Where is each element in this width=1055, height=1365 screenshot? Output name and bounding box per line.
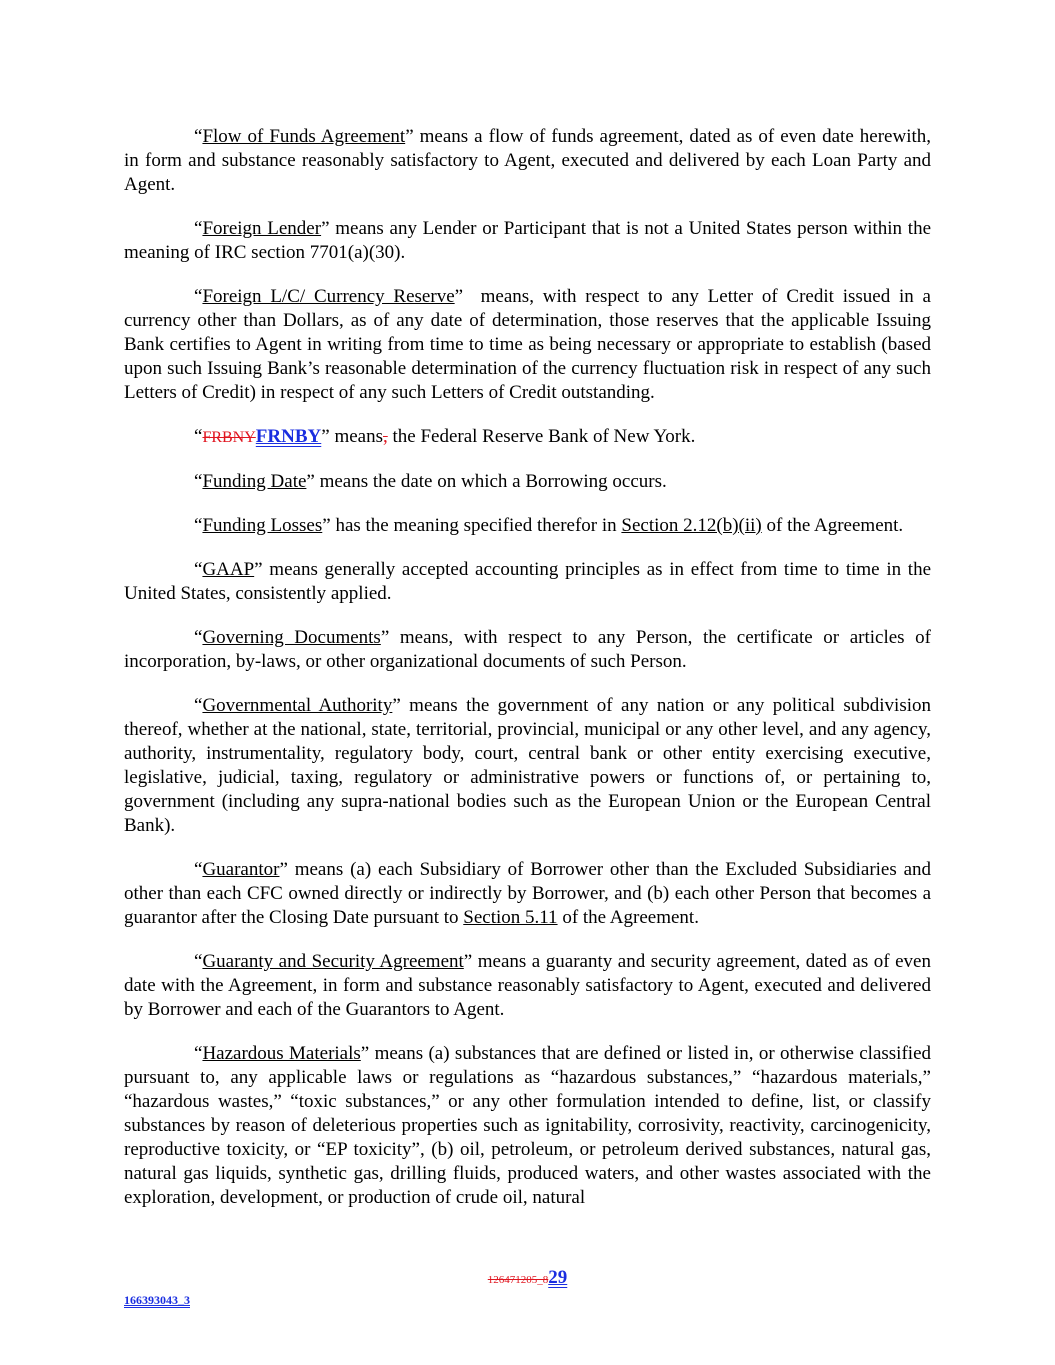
page-number: 29 — [548, 1267, 568, 1288]
document-id: 166393043_3 — [124, 1293, 190, 1307]
definition-flow-of-funds-agreement: “Flow of Funds Agreement” means a flow of funds agreement, dated as of even date herewith, in form and substance reasonably satisfactory to Agent, executed and delivered by each Loan Party and Agent. — [124, 126, 931, 195]
definition-text: the Federal Reserve Bank of New York. — [387, 426, 696, 447]
definition-governmental-authority: “Governmental Authority” means the government of any nation or any political subdivision thereof, whether at the national, state, territorial, provincial, municipal or any other level, and any agency, authority, instrumentality, regulatory body, court, central bank or other entity exercising executive, legislative, judicial, taxing, regulatory or administrative powers or functions of, or pertaining to, government (including any supra-national bodies such as the European Union or the European Central Bank). — [124, 695, 931, 836]
defined-term: Funding Date — [202, 471, 307, 492]
defined-term: Foreign L/C/ Currency Reserve — [202, 286, 455, 307]
defined-term: Flow of Funds Agreement — [202, 126, 406, 147]
definition-text: of the Agreement. — [557, 907, 699, 928]
definition-text: means (a) each Subsidiary of Borrower other than the Excluded Subsidiaries and other than each CFC owned directly or indirectly by Borrower, and (b) each other Person that becomes a guarantor after the Closing Date pursuant to — [124, 859, 931, 928]
definition-governing-documents: “Governing Documents” means, with respect to any Person, the certificate or articles of incorporation, by-laws, or other organizational documents of such Person. — [124, 627, 931, 672]
definition-text: means, with respect to any Person, the certificate or articles of incorporation, by-laws, or other organizational documents of such Person. — [124, 627, 931, 672]
definition-text: means — [329, 426, 383, 447]
deleted-term-redline: FRBNY — [202, 429, 256, 446]
definition-hazardous-materials: “Hazardous Materials” means (a) substances that are defined or listed in, or otherwise classified pursuant to, any applicable laws or regulations as “hazardous substances,” “hazardous materials,” “hazardous wastes,” “toxic substances,” or any other formulation intended to define, list, or classify substances by reason of deleterious properties such as ignitability, corrosivity, reactivity, carcinogenicity, reproductive toxicity, or “EP toxicity”, (b) oil, petroleum, or petroleum derived substances, natural gas, natural gas liquids, synthetic gas, drilling fluids, produced waters, and other wastes associated with the exploration, development, or production of crude oil, natural — [124, 1043, 931, 1208]
section-reference: Section 5.11 — [463, 907, 558, 928]
definition-text: means a flow of funds agreement, dated as of even date herewith, in form and substance reasonably satisfactory to Agent, executed and delivered by each Loan Party and Agent. — [124, 126, 931, 195]
inserted-term-redline: FRNBY — [255, 426, 322, 447]
defined-term: Funding Losses — [202, 515, 323, 536]
definition-text: means a guaranty and security agreement, dated as of even date with the Agreement, in form and substance reasonably satisfactory to Agent, executed and delivered by Borrower and each of the Guarantors to Agent. — [124, 951, 931, 1020]
definition-funding-losses: “Funding Losses” has the meaning specified therefor in Section 2.12(b)(ii) of the Agreement. — [194, 515, 904, 536]
defined-term: Guarantor — [202, 859, 280, 880]
defined-term: Governing Documents — [202, 627, 381, 648]
definition-text: means the date on which a Borrowing occurs. — [314, 471, 667, 492]
definition-foreign-lender: “Foreign Lender” means any Lender or Participant that is not a United States person within the meaning of IRC section 7701(a)(30). — [124, 218, 931, 263]
definition-guarantor: “Guarantor” means (a) each Subsidiary of Borrower other than the Excluded Subsidiaries and other than each CFC owned directly or indirectly by Borrower, and (b) each other Person that becomes a guarantor after the Closing Date pursuant to Section 5.11 of the Agreement. — [124, 859, 931, 928]
defined-term: Foreign Lender — [202, 218, 322, 239]
defined-term: GAAP — [202, 559, 255, 580]
definition-text: means any Lender or Participant that is not a United States person within the meaning of IRC section 7701(a)(30). — [124, 218, 931, 263]
definition-gaap: “GAAP” means generally accepted accounting principles as in effect from time to time in the United States, consistently applied. — [124, 559, 931, 604]
definitions-body — [124, 125, 936, 1230]
defined-term: Hazardous Materials — [202, 1043, 361, 1064]
definition-text: has the meaning specified therefor in — [330, 515, 622, 536]
defined-term: Guaranty and Security Agreement — [202, 951, 464, 972]
section-reference: Section 2.12(b)(ii) — [621, 515, 762, 536]
definition-text: means, with respect to any Letter of Credit issued in a currency other than Dollars, as of any date of determination, those reserves that the applicable Issuing Bank certifies to Agent in writing from time to time as being necessary or appropriate to establish (based upon such Issuing Bank’s reasonable determination of the currency fluctuation risk in respect of any such Letters of Credit) in respect of any such Letters of Credit outstanding. — [124, 286, 936, 403]
definition-funding-date: “Funding Date” means the date on which a Borrowing occurs. — [194, 471, 667, 492]
deleted-page-ref-redline: 126471205_8 — [487, 1274, 549, 1286]
deleted-comma-redline: , — [382, 426, 388, 447]
defined-term: Governmental Authority — [202, 695, 393, 716]
definition-guaranty-and-security-agreement: “Guaranty and Security Agreement” means a guaranty and security agreement, dated as of even date with the Agreement, in form and substance reasonably satisfactory to Agent, executed and delivered by Borrower and each of the Guarantors to Agent. — [124, 951, 931, 1020]
definition-text: means the government of any nation or any political subdivision thereof, whether at the national, state, territorial, provincial, municipal or any other level, and any agency, authority, instrumentality, regulatory body, court, central bank or other entity exercising executive, legislative, judicial, taxing, regulatory or administrative powers or functions of, or pertaining to, government (including any supra-national bodies such as the European Union or the European Central Bank). — [124, 695, 931, 836]
definition-text: means (a) substances that are defined or listed in, or otherwise classified pursuant to, any applicable laws or regulations as “hazardous substances,” “hazardous materials,” “hazardous wastes,” “toxic substances,” or any other formulation intended to define, list, or classify substances by reason of deleterious properties such as ignitability, corrosivity, reactivity, carcinogenicity, reproductive toxicity, or “EP toxicity”, (b) oil, petroleum, or petroleum derived substances, natural gas, natural gas liquids, synthetic gas, drilling fluids, produced waters, and other wastes associated with the exploration, development, or production of crude oil, natural — [124, 1043, 931, 1208]
definition-frnby: “FRBNYFRNBY” means, the Federal Reserve Bank of New York. — [194, 426, 696, 447]
definition-text: of the Agreement. — [761, 515, 904, 536]
definition-text: means generally accepted accounting principles as in effect from time to time in the United States, consistently applied. — [124, 559, 931, 604]
definition-foreign-lc-currency-reserve: “Foreign L/C/ Currency Reserve” means, with respect to any Letter of Credit issued in a currency other than Dollars, as of any date of determination, those reserves that the applicable Issuing Bank certifies to Agent in writing from time to time as being necessary or appropriate to establish (based upon such Issuing Bank’s reasonable determination of the currency fluctuation risk in respect of any such Letters of Credit) in respect of any such Letters of Credit outstanding. — [124, 286, 936, 403]
